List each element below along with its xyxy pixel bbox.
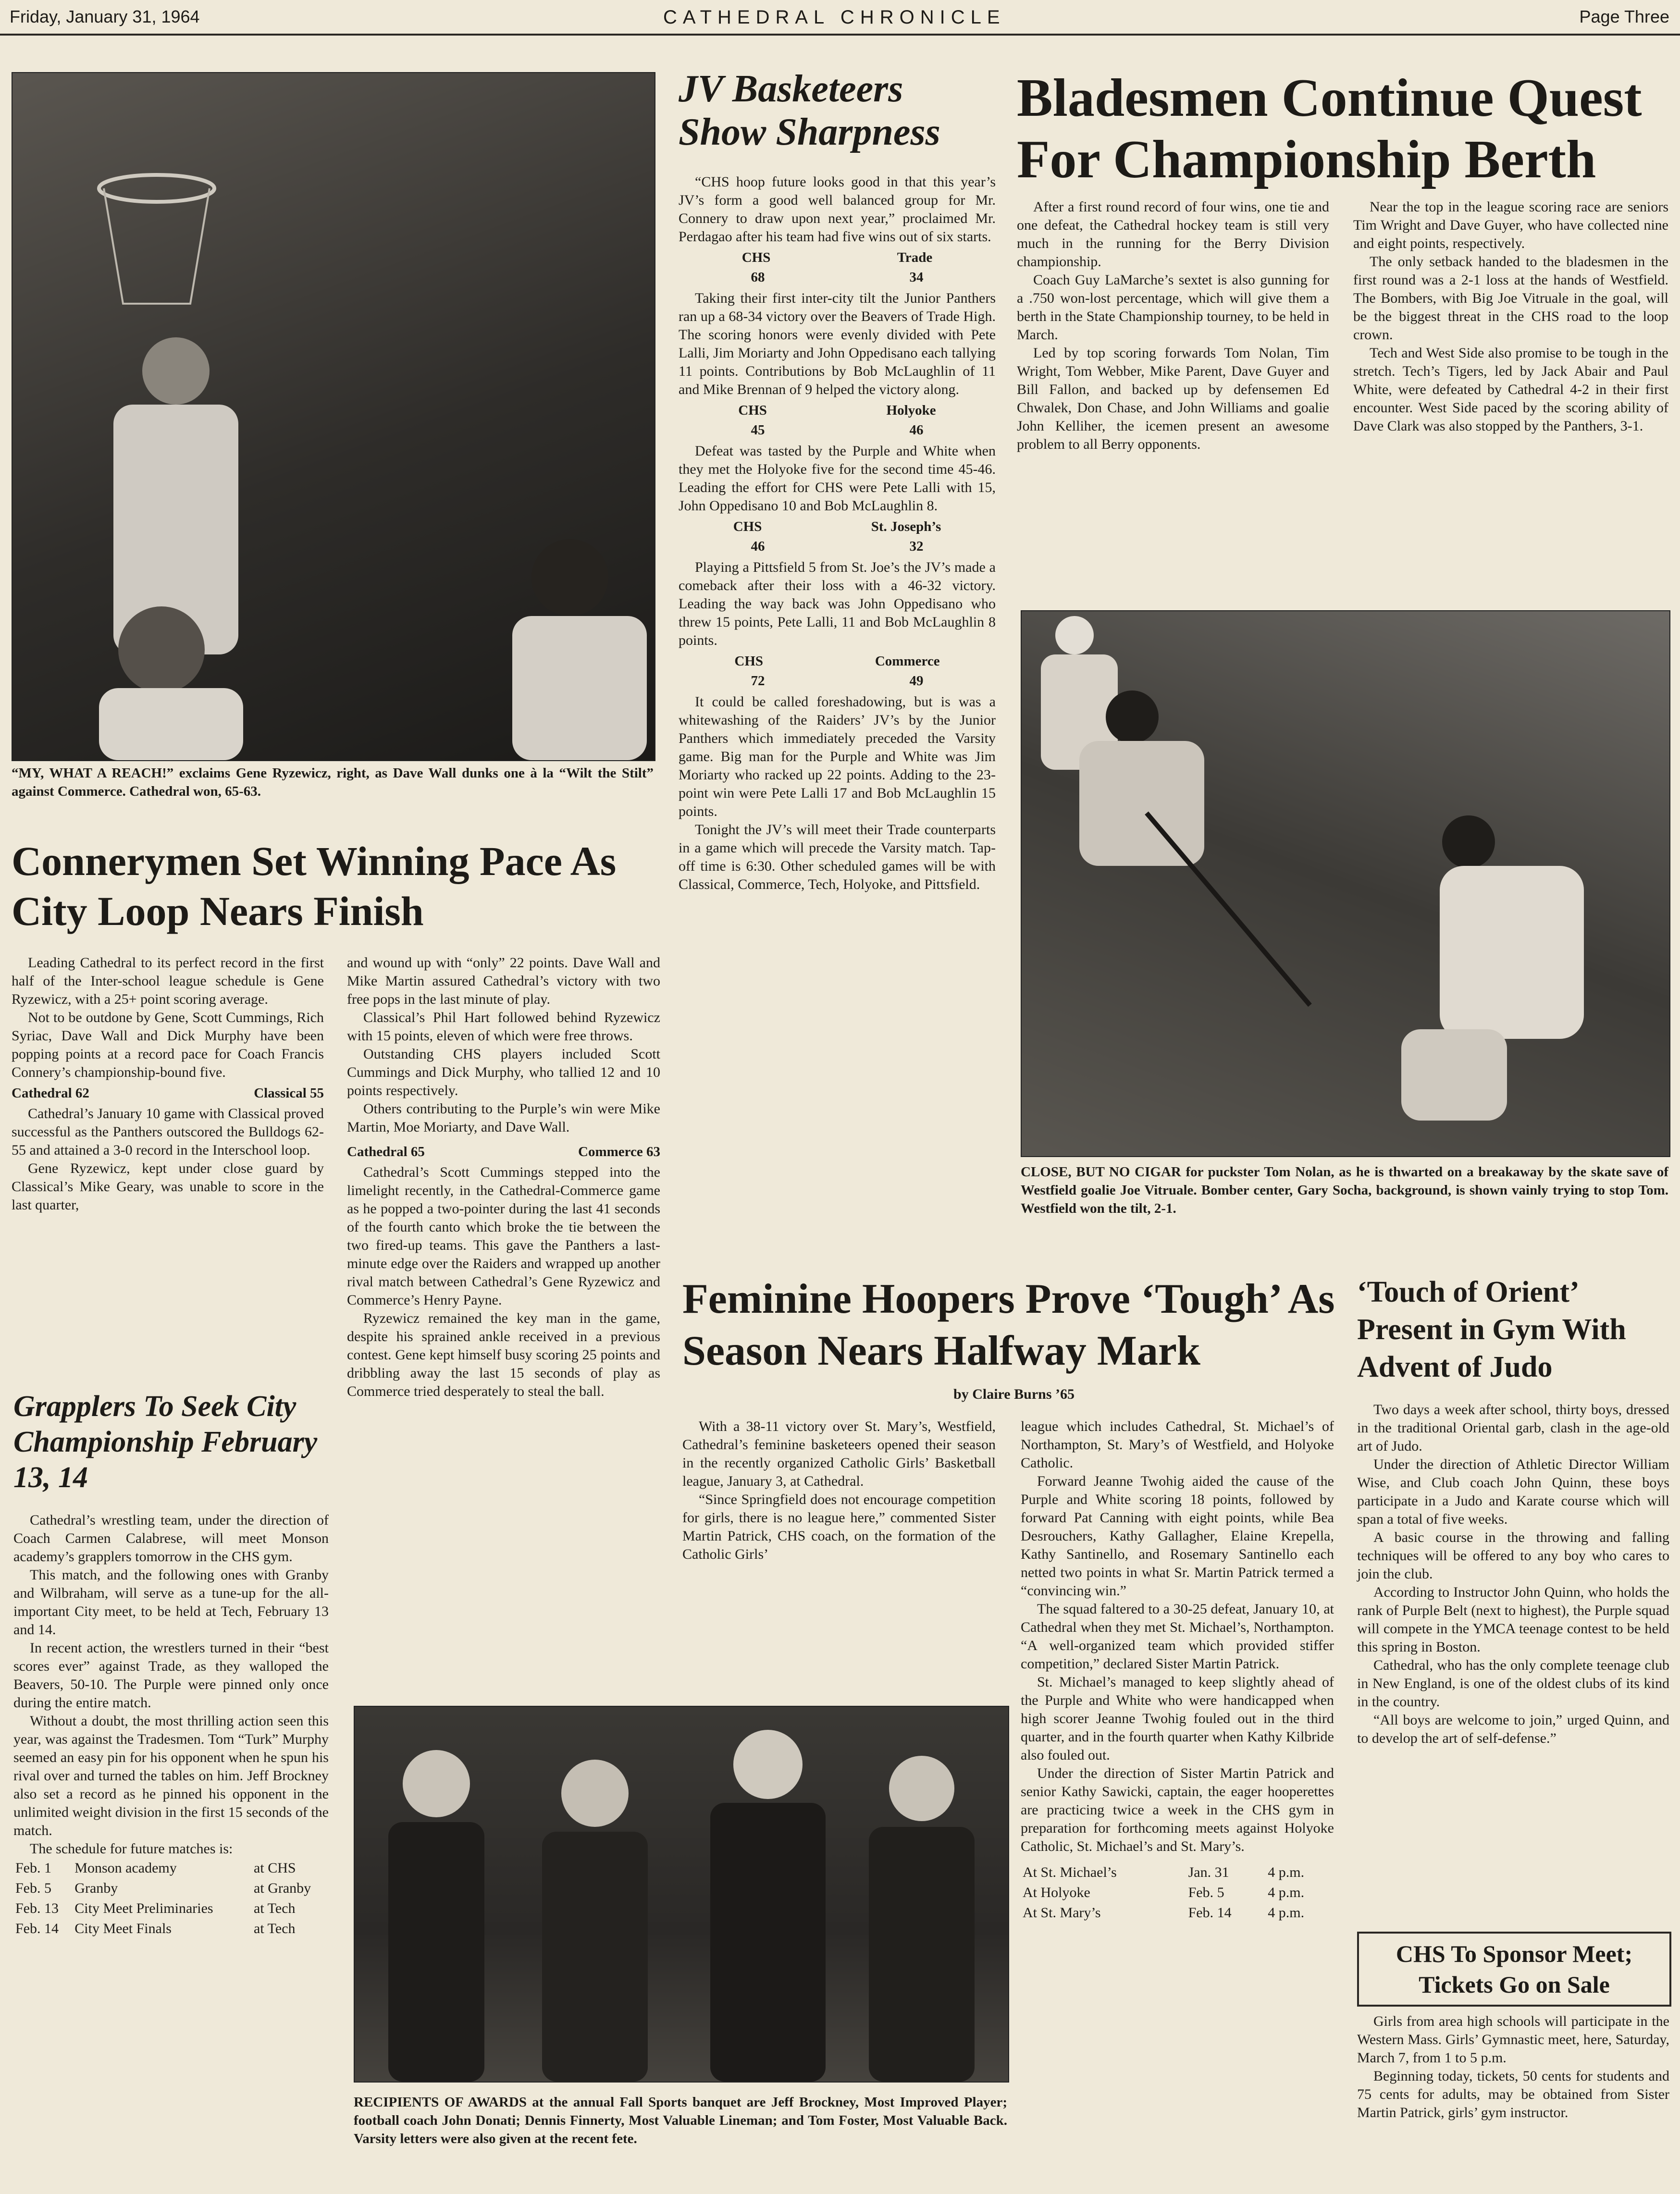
team-name: CHS xyxy=(734,653,764,669)
hockey-photo xyxy=(1021,610,1670,1157)
schedule-event: City Meet Preliminaries xyxy=(74,1900,213,1916)
bladesmen-paragraph: Near the top in the league scoring race are seniors Tim Wright and Dave Guyer, who have collected nine and eight points, respectively. xyxy=(1353,199,1668,251)
score: 46 xyxy=(751,539,765,554)
wrestling-schedule xyxy=(13,1858,329,1939)
connerymen-paragraph: Outstanding CHS players included Scott Cummings and Dick Murphy, who tallied 12 and 10 points respectively. xyxy=(347,1046,660,1098)
schedule-time: 4 p.m. xyxy=(1268,1864,1305,1880)
connerymen-game-header xyxy=(12,1085,324,1102)
team-name: Holyoke xyxy=(886,403,936,418)
schedule-place: at Granby xyxy=(254,1880,311,1896)
grapplers-paragraph: Without a doubt, the most thrilling action seen this year, was against the Tradesmen. Tom “Turk” Murphy seemed an easy pin for his opponent when he spun his rival over and turned the tables on him. Jeff Brockney also set a record as he pinned his opponent in the unlimited weight division in the first 15 seconds of the match. xyxy=(13,1713,329,1838)
grapplers-body xyxy=(13,1511,329,1939)
feminine-column-2 xyxy=(1021,1417,1334,1923)
connerymen-column-2 xyxy=(347,954,660,1401)
team-name: CHS xyxy=(733,519,762,534)
jv-game-header xyxy=(679,402,996,419)
team-score: Classical 55 xyxy=(254,1085,324,1101)
basketball-photo xyxy=(12,72,655,761)
schedule-date: Feb. 14 xyxy=(15,1921,59,1936)
bladesmen-headline: Bladesmen Continue Quest For Championship Berth xyxy=(1017,68,1642,189)
schedule-event: City Meet Finals xyxy=(74,1921,172,1936)
jv-paragraph: Taking their first inter-city tilt the Junior Panthers ran up a 68-34 victory over the Beavers of Trade High. The scoring honors were evenly divided with Pete Lalli, Jim Moriarty and John Oppedisano each tallying 11 points. Contributions by Bob McLaughlin of 11 and Mike Brennan of 9 helped the victory along. xyxy=(679,290,996,397)
grapplers-paragraph: This match, and the following ones with Granby and Wilbraham, will serve as a tune-up for the all-important City meet, to be held at Tech, February 13 and 14. xyxy=(13,1567,329,1638)
gym-meet-paragraph: Beginning today, tickets, 50 cents for students and 75 cents for adults, may be obtained from Sister Martin Patrick, girls’ gym instructor. xyxy=(1357,2068,1669,2120)
schedule-date: Jan. 31 xyxy=(1188,1864,1229,1880)
jv-paragraph: “CHS hoop future looks good in that this year’s JV’s form a good well balanced group for Mr. Connery to draw upon next year,” proclaimed Mr. Perdagao after his team had five wins out of six starts. xyxy=(679,174,996,245)
team-name: Commerce xyxy=(875,653,940,669)
schedule-row xyxy=(13,1898,329,1919)
hockey-photo-art xyxy=(1022,611,1669,1156)
jv-game-header xyxy=(679,249,996,266)
bladesmen-paragraph: The only setback handed to the bladesmen in the first round was a 2-1 loss at the hands of Westfield. The Bombers, with Big Joe Vitruale in the goal, will be the biggest threat in the CHS road to the loop crown. xyxy=(1353,254,1668,343)
team-score: Cathedral 62 xyxy=(12,1085,89,1101)
score: 32 xyxy=(909,539,924,554)
feminine-paragraph: league which includes Cathedral, St. Michael’s of Northampton, St. Mary’s of Westfield, and Holyoke Catholic. xyxy=(1021,1418,1334,1471)
girls-schedule xyxy=(1021,1862,1334,1923)
jv-game-score xyxy=(679,422,996,438)
schedule-event: Monson academy xyxy=(74,1860,177,1876)
feminine-byline: by Claire Burns ’65 xyxy=(953,1386,1075,1402)
judo-paragraph: Under the direction of Athletic Director William Wise, and Club coach John Quinn, these boys participate in a Judo and Karate course which will span a total of five weeks. xyxy=(1357,1456,1669,1527)
jv-game-header xyxy=(679,518,996,535)
schedule-row xyxy=(1021,1903,1334,1923)
page-number: Page Three xyxy=(1579,7,1669,26)
awards-photo xyxy=(354,1706,1009,2083)
awards-photo-art xyxy=(355,1707,1008,2082)
newspaper-title: CATHEDRAL CHRONICLE xyxy=(663,7,1006,28)
score: 34 xyxy=(909,270,924,285)
team-name: St. Joseph’s xyxy=(871,519,941,534)
schedule-date: Feb. 1 xyxy=(15,1860,51,1876)
score: 46 xyxy=(909,422,924,438)
schedule-row xyxy=(1021,1862,1334,1883)
connerymen-paragraph: Not to be outdone by Gene, Scott Cummings, Rich Syriac, Dave Wall and Dick Murphy have been popping points at a record pace for Coach Francis Connery’s championship-bound five. xyxy=(12,1010,324,1080)
hockey-photo-caption: CLOSE, BUT NO CIGAR for puckster Tom Nolan, as he is thwarted on a breakaway by the skate save of Westfield goalie Joe Vitruale. Bomber center, Gary Socha, background, is shown vainly trying to stop Tom. Westfield won the tilt, 2-1. xyxy=(1021,1164,1668,1216)
jv-paragraph: Tonight the JV’s will meet their Trade counterparts in a game which will precede the Varsity match. Tap-off time is 6:30. Other scheduled games will be with Classical, Commerce, Tech, Holyoke, and Pittsfield. xyxy=(679,822,996,892)
feminine-paragraph: St. Michael’s managed to keep slightly ahead of the Purple and White who were handicapped when high scorer Jeanne Twohig fouled out in the third quarter, and in the fourth quarter when Kathy Kilbride also fouled out. xyxy=(1021,1674,1334,1763)
gym-meet-headline: CHS To Sponsor Meet; Tickets Go on Sale xyxy=(1396,1940,1633,1998)
gym-meet-paragraph: Girls from area high schools will participate in the Western Mass. Girls’ Gymnastic meet, here, Saturday, March 7, from 1 to 5 p.m. xyxy=(1357,2013,1669,2066)
score: 72 xyxy=(751,673,765,689)
bladesmen-paragraph: Coach Guy LaMarche’s sextet is also gunning for a .750 won-lost percentage, which will give them a berth in the State Championship tourney, to be held in March. xyxy=(1017,272,1329,343)
score: 68 xyxy=(751,270,765,285)
basketball-photo-caption: “MY, WHAT A REACH!” exclaims Gene Ryzewicz, right, as Dave Wall dunks one à la “Wilt the Stilt” against Commerce. Cathedral won, 65-63. xyxy=(12,765,654,799)
judo-paragraph: Cathedral, who has the only complete teenage club in New England, is one of the oldest clubs of its kind in the country. xyxy=(1357,1657,1669,1710)
grapplers-paragraph: In recent action, the wrestlers turned in their “best scores ever” against Trade, as they walloped the Beavers, 50-10. The Purple were pinned only once during the entire match. xyxy=(13,1640,329,1711)
connerymen-paragraph: Cathedral’s January 10 game with Classical proved successful as the Panthers outscored the Bulldogs 62-55 and attained a 3-0 record in the Interschool loop. xyxy=(12,1106,324,1158)
bladesmen-column-1 xyxy=(1017,198,1329,454)
schedule-place: at Tech xyxy=(254,1900,296,1916)
connerymen-paragraph: Cathedral’s Scott Cummings stepped into the limelight recently, in the Cathedral-Commerce game as he popped a two-pointer during the last 41 seconds of the fourth canto which broke the tie between the two fired-up teams. This gave the Panthers a last-minute edge over the Raiders and wrapped up another rival match between Cathedral’s Gene Ryzewicz and Commerce’s Henry Payne. xyxy=(347,1164,660,1308)
bladesmen-paragraph: After a first round record of four wins, one tie and one defeat, the Cathedral hockey team is still very much in the running for the Berry Division championship. xyxy=(1017,199,1329,270)
team-score: Cathedral 65 xyxy=(347,1144,425,1159)
schedule-time: 4 p.m. xyxy=(1268,1885,1305,1900)
schedule-row xyxy=(13,1858,329,1878)
jv-headline: JV Basketeers Show Sharpness xyxy=(679,68,940,153)
jv-paragraph: Defeat was tasted by the Purple and White when they met the Holyoke five for the second time 45-46. Leading the effort for CHS were Pete Lalli with 15, John Oppedisano 10 and Bob McLaughlin 8. xyxy=(679,443,996,514)
awards-photo-caption: RECIPIENTS OF AWARDS at the annual Fall Sports banquet are Jeff Brockney, Most Improved Player; football coach John Donati; Dennis Finnerty, Most Valuable Lineman; and Tom Foster, Most Valuable Back. Varsity letters were also given at the recent fete. xyxy=(354,2095,1007,2146)
score: 45 xyxy=(751,422,765,438)
bladesmen-paragraph: Tech and West Side also promise to be tough in the stretch. Tech’s Tigers, led by Jack Abair and Paul White, were defeated by Cathedral 4-2 in their first encounter. West Side paced by the scoring ability of Dave Clark was also stopped by the Panthers, 3-1. xyxy=(1353,345,1668,434)
schedule-date: Feb. 14 xyxy=(1188,1905,1232,1921)
feminine-paragraph: Under the direction of Sister Martin Patrick and senior Kathy Sawicki, captain, the eager hooperettes are practicing twice a week in the CHS gym in preparation for forthcoming meets against Holyoke Catholic, St. Michael’s and St. Mary’s. xyxy=(1021,1765,1334,1854)
schedule-time: 4 p.m. xyxy=(1268,1905,1305,1921)
grapplers-headline: Grapplers To Seek City Championship February 13, 14 xyxy=(13,1390,318,1494)
judo-paragraph: A basic course in the throwing and falling techniques will be offered to any boy who cares to join the club. xyxy=(1357,1529,1669,1582)
jv-game-score xyxy=(679,269,996,285)
feminine-paragraph: “Since Springfield does not encourage competition for girls, there is no league here,” commented Sister Martin Patrick, CHS coach, on the formation of the Catholic Girls’ xyxy=(682,1491,996,1562)
team-name: CHS xyxy=(741,250,771,265)
connerymen-game-header xyxy=(347,1143,660,1160)
feminine-paragraph: Forward Jeanne Twohig aided the cause of the Purple and White scoring 18 points, followed by forward Pat Canning with eight points, while Bea Desrouchers, Kathy Gallagher, Elaine Krepella, Kathy Santinello, and Rosemary Santinello each netted two points in what Sr. Martin Patrick termed a “convincing win.” xyxy=(1021,1473,1334,1599)
judo-headline: ‘Touch of Orient’ Present in Gym With Advent of Judo xyxy=(1357,1276,1626,1383)
connerymen-headline: Connerymen Set Winning Pace As City Loop Nears Finish xyxy=(12,838,617,934)
score: 49 xyxy=(909,673,924,689)
gym-meet-headline-box xyxy=(1357,1932,1671,2007)
masthead xyxy=(0,0,1680,36)
schedule-place: At Holyoke xyxy=(1023,1885,1090,1900)
schedule-place: at CHS xyxy=(254,1860,296,1876)
schedule-place: At St. Michael’s xyxy=(1023,1864,1117,1880)
feminine-column-1 xyxy=(682,1417,996,1564)
jv-game-header xyxy=(679,653,996,670)
schedule-row xyxy=(13,1919,329,1939)
schedule-row xyxy=(1021,1883,1334,1903)
schedule-event: Granby xyxy=(74,1880,118,1896)
issue-date: Friday, January 31, 1964 xyxy=(10,7,200,26)
feminine-headline: Feminine Hoopers Prove ‘Tough’ As Season Nears Halfway Mark xyxy=(682,1276,1335,1374)
connerymen-paragraph: Gene Ryzewicz, kept under close guard by Classical’s Mike Geary, was unable to score in the last quarter, xyxy=(12,1160,324,1213)
connerymen-column-1 xyxy=(12,954,324,1214)
connerymen-paragraph: Ryzewicz remained the key man in the game, despite his sprained ankle received in a previous contest. Gene kept himself busy scoring 25 points and dribbling away the last 15 seconds of play as Commerce tried desperately to steal the ball. xyxy=(347,1310,660,1399)
schedule-row xyxy=(13,1878,329,1898)
feminine-paragraph: The squad faltered to a 30-25 defeat, January 10, at Cathedral when they met St. Michael’s, Northampton. “A well-organized team which provided stiffer competition,” declared Sister Martin Patrick. xyxy=(1021,1601,1334,1672)
schedule-date: Feb. 13 xyxy=(15,1900,59,1916)
connerymen-paragraph: Leading Cathedral to its perfect record in the first half of the Inter-school league schedule is Gene Ryzewicz, with a 25+ point scoring average. xyxy=(12,955,324,1007)
connerymen-paragraph: Others contributing to the Purple’s win were Mike Martin, Moe Moriarty, and Dave Wall. xyxy=(347,1101,660,1135)
team-name: CHS xyxy=(738,403,767,418)
jv-paragraph: It could be called foreshadowing, but is was a whitewashing of the Raiders’ JV’s by the Junior Panthers which immediately preceded the Varsity game. Big man for the Purple and White was Jim Moriarty who racked up 22 points. Adding to the 23-point win were Pete Lalli 17 and Bob McLaughlin 15 points. xyxy=(679,694,996,819)
feminine-paragraph: With a 38-11 victory over St. Mary’s, Westfield, Cathedral’s feminine basketeers opened their season in the recently organized Catholic Girls’ Basketball league, January 3, at Cathedral. xyxy=(682,1418,996,1489)
jv-game-score xyxy=(679,538,996,555)
jv-game-score xyxy=(679,673,996,689)
schedule-place: At St. Mary’s xyxy=(1023,1905,1101,1921)
judo-body xyxy=(1357,1401,1669,1748)
schedule-place: at Tech xyxy=(254,1921,296,1936)
schedule-date: Feb. 5 xyxy=(15,1880,51,1896)
connerymen-paragraph: and wound up with “only” 22 points. Dave Wall and Mike Martin assured Cathedral’s victory with two free pops in the last minute of play. xyxy=(347,955,660,1007)
grapplers-paragraph: The schedule for future matches is: xyxy=(30,1841,233,1857)
jv-article xyxy=(679,67,996,894)
basketball-photo-art xyxy=(12,73,655,760)
bladesmen-paragraph: Led by top scoring forwards Tom Nolan, Tim Wright, Tom Webber, Mike Parent, Dave Guyer and Bill Fallon, and backed up by defensemen Ed Chwalek, Don Chase, and John Williams and goalie John Kelliher, the icemen present an awesome problem to all Berry opponents. xyxy=(1017,345,1329,452)
jv-paragraph: Playing a Pittsfield 5 from St. Joe’s the JV’s made a comeback after their loss with a 46-32 victory. Leading the way back was John Oppedisano who threw 15 points, Pete Lalli, 11 and Bob McLaughlin 8 points. xyxy=(679,559,996,648)
grapplers-paragraph: Cathedral’s wrestling team, under the direction of Coach Carmen Calabrese, will meet Monson academy’s grapplers tomorrow in the CHS gym. xyxy=(13,1512,329,1565)
schedule-date: Feb. 5 xyxy=(1188,1885,1224,1900)
team-score: Commerce 63 xyxy=(578,1144,660,1159)
bladesmen-column-2 xyxy=(1353,198,1668,435)
gym-meet-body xyxy=(1357,2012,1669,2122)
connerymen-paragraph: Classical’s Phil Hart followed behind Ryzewicz with 15 points, eleven of which were free throws. xyxy=(347,1010,660,1044)
judo-paragraph: According to Instructor John Quinn, who holds the rank of Purple Belt (next to highest), the Purple squad will compete in the YMCA teenage contest to be held this spring in Boston. xyxy=(1357,1584,1669,1655)
judo-paragraph: “All boys are welcome to join,” urged Quinn, and to develop the art of self-defense.” xyxy=(1357,1712,1669,1746)
team-name: Trade xyxy=(897,250,933,265)
jv-body xyxy=(679,173,996,894)
judo-paragraph: Two days a week after school, thirty boys, dressed in the traditional Oriental garb, clash in the age-old art of Judo. xyxy=(1357,1402,1669,1454)
